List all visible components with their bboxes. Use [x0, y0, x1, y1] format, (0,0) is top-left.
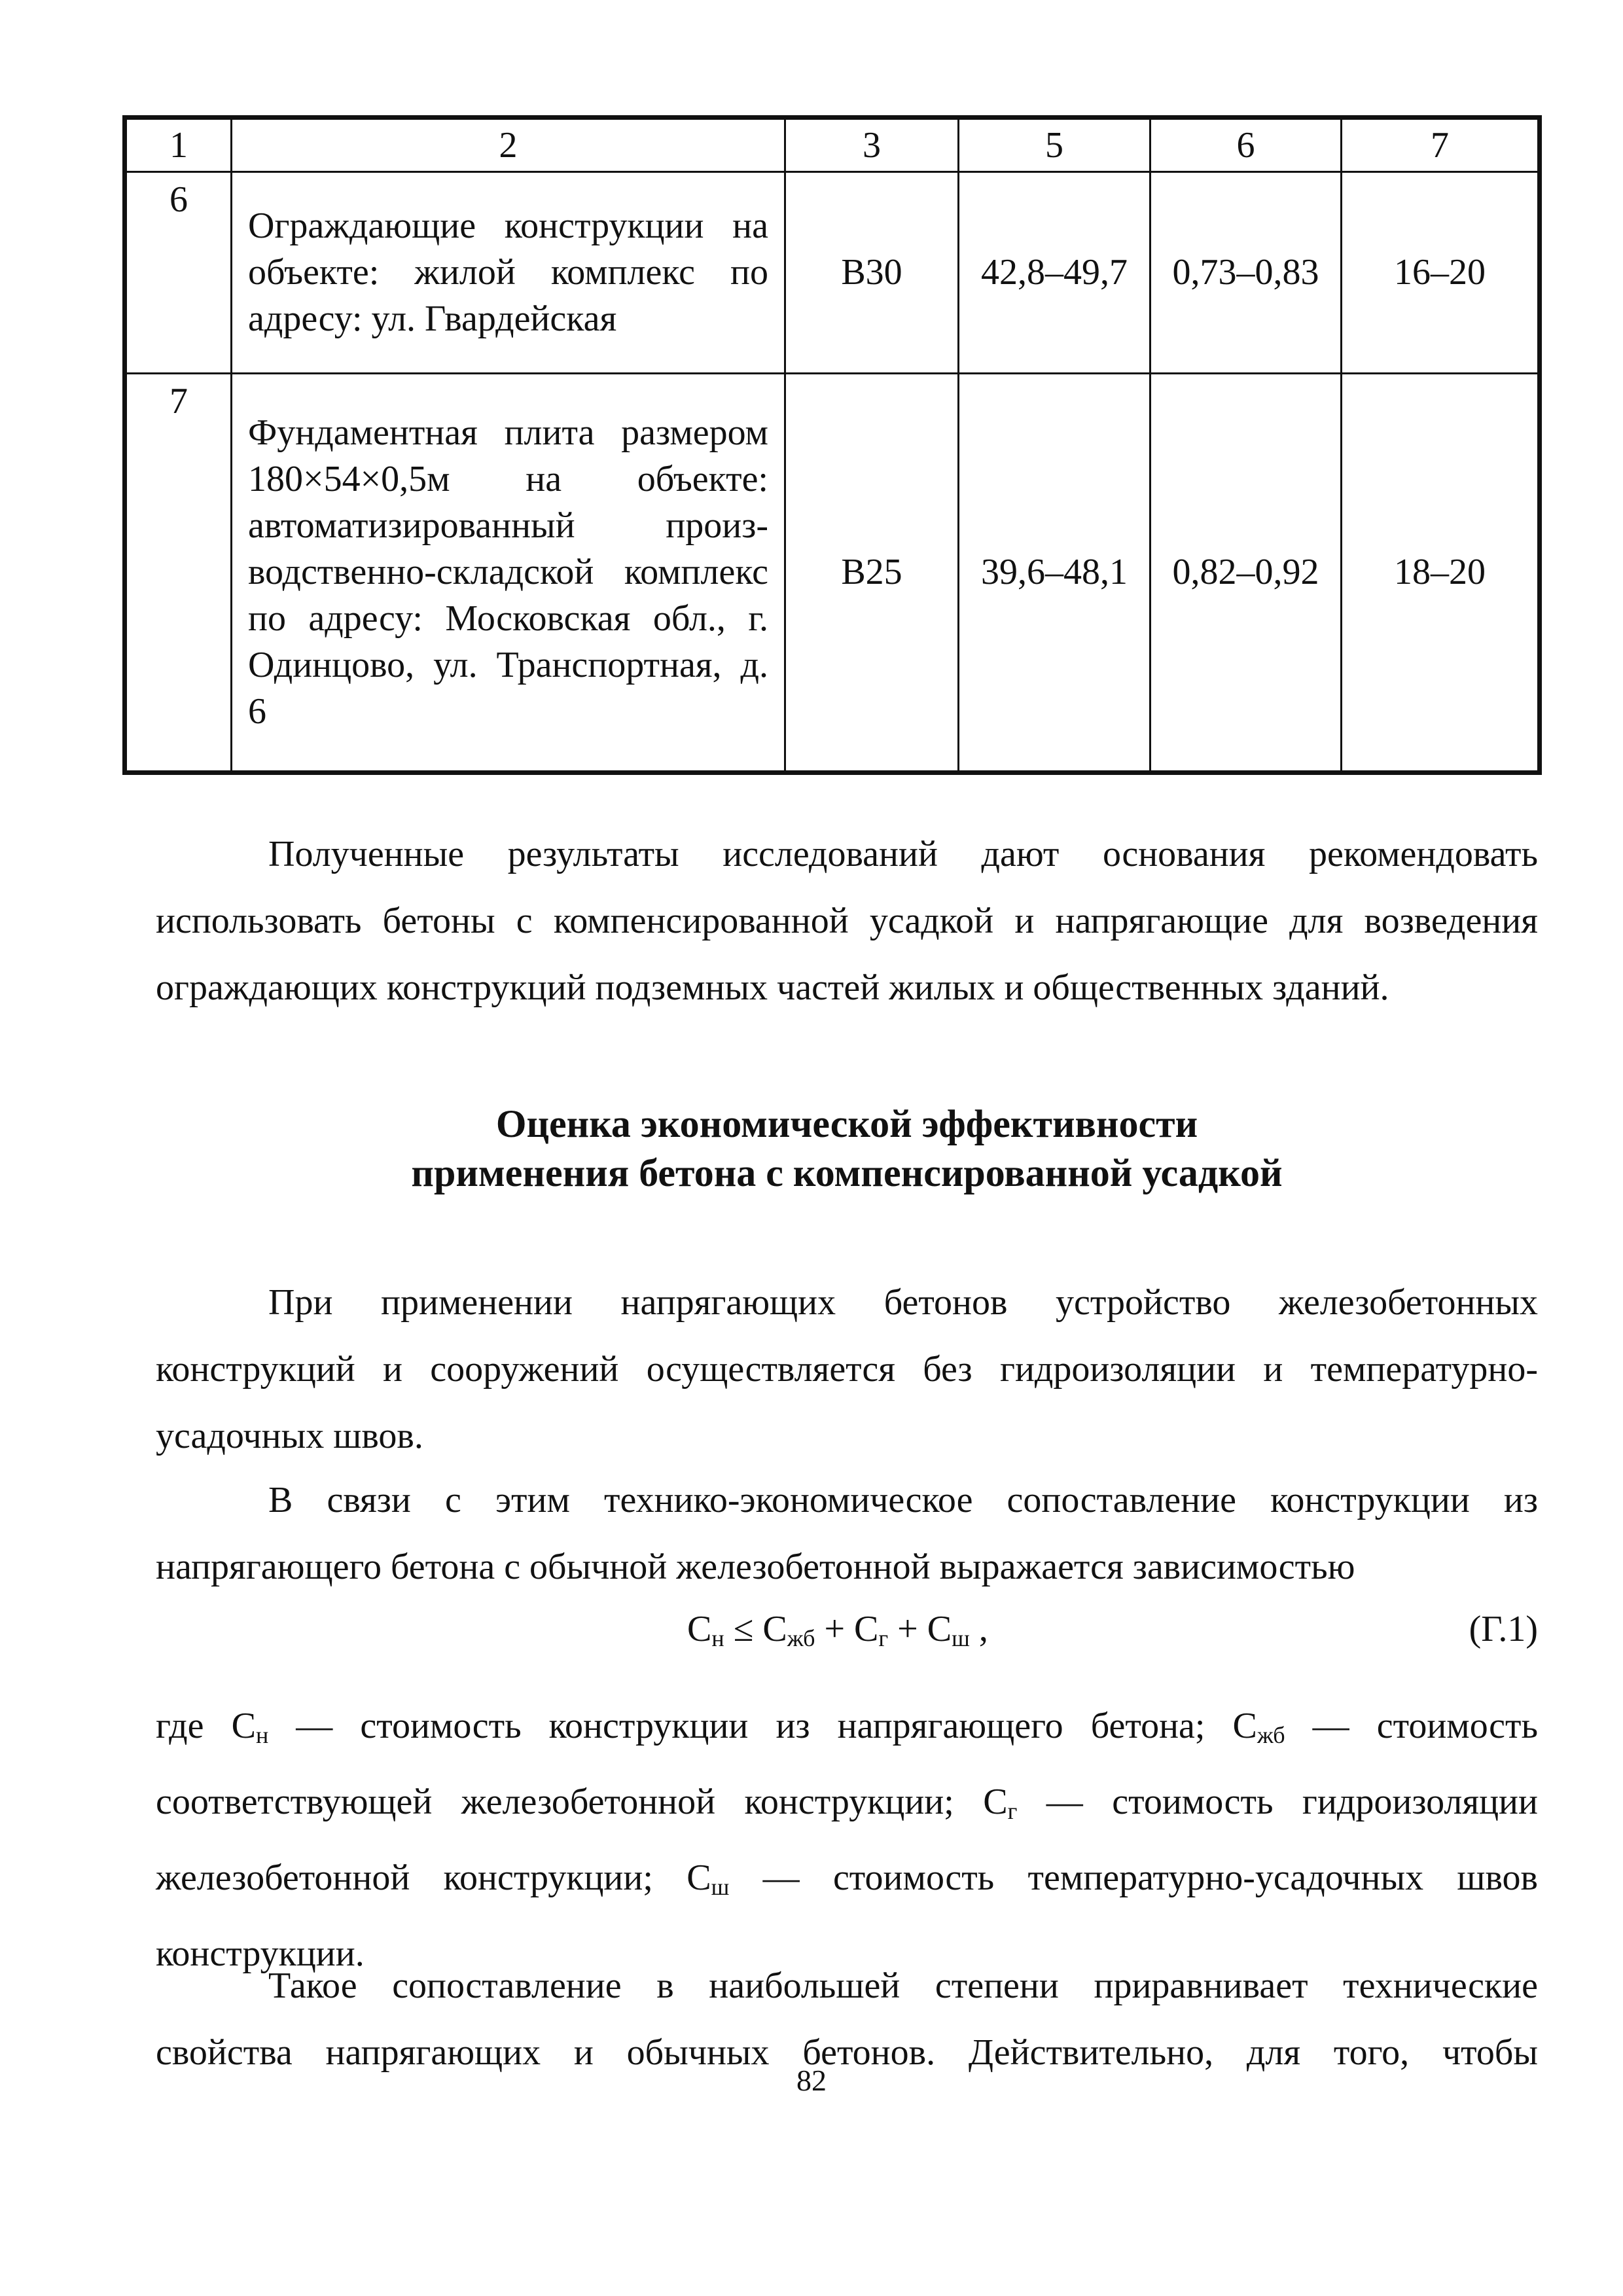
description-line: Ограждающие конструкции на: [248, 206, 768, 246]
formula: $С_н \le С_{жб} + С_г + С_ш$ ,: [687, 1609, 988, 1651]
text-line: Полученные результаты исследований дают основания рекомендовать: [268, 834, 1538, 874]
description-line: 180×54×0,5м на объекте:: [248, 459, 768, 499]
description-line: Фундаментная плита размером: [248, 412, 768, 453]
paragraph-application: [156, 1269, 1538, 1469]
table-row: [125, 172, 1540, 374]
text-line: Такое сопоставление в наибольшей степени приравнивает технические: [268, 1965, 1538, 2006]
paragraph-results: [156, 821, 1538, 1021]
description-line: по адресу: Московская обл., г.: [248, 598, 768, 639]
text-line: В связи с этим технико-экономическое сопоставление конструкции из: [268, 1480, 1538, 1520]
data-table: [122, 115, 1542, 775]
value-range: 42,8–49,7: [959, 172, 1150, 374]
description-line: Одинцово, ул. Транспортная, д.: [248, 645, 768, 685]
row-number: 6: [125, 172, 232, 374]
text-line: конструкции.: [156, 1933, 365, 1974]
ratio-range: 0,73–0,83: [1150, 172, 1342, 374]
text-line: конструкций и сооружений осуществляется без гидроизоляции и температурно-: [156, 1349, 1538, 1390]
text-line: ограждающих конструкций подземных частей жилых и общественных зданий.: [156, 967, 1389, 1008]
description-line: объекте: жилой комплекс по: [248, 252, 768, 293]
paragraph-comparison: [156, 1467, 1538, 1600]
paragraph-definitions: [156, 1693, 1538, 1987]
header-cell-5: 5: [959, 118, 1150, 172]
last-column-value: 16–20: [1342, 172, 1540, 374]
text-line: соответствующей железобетонной конструкции; $С_г$ — стоимость гидроизоляции: [156, 1782, 1538, 1824]
row-description: [232, 172, 785, 374]
text-line: свойства напрягающих и обычных бетонов. Действительно, для того, чтобы: [156, 2032, 1538, 2073]
value-range: 39,6–48,1: [959, 374, 1150, 773]
table-header-row: [125, 118, 1540, 172]
table-row: [125, 374, 1540, 773]
text-line: где $С_н$ — стоимость конструкции из напрягающего бетона; $С_{жб}$ — стоимость: [156, 1706, 1538, 1748]
description-line: водственно-складской комплекс: [248, 552, 768, 592]
text-line: железобетонной конструкции; $С_ш$ — стоимость температурно-усадочных швов: [156, 1857, 1538, 1900]
text-line: При применении напрягающих бетонов устройство железобетонных: [268, 1282, 1538, 1323]
concrete-class: В30: [785, 172, 959, 374]
description-line: автоматизированный произ-: [248, 505, 768, 546]
text-line: использовать бетоны с компенсированной усадкой и напрягающие для возведения: [156, 901, 1538, 941]
concrete-class: В25: [785, 374, 959, 773]
section-heading: [156, 1100, 1538, 1198]
page-number: 82: [796, 2064, 827, 2097]
header-cell-1: 1: [125, 118, 232, 172]
heading-line: Оценка экономической эффективности: [495, 1102, 1198, 1145]
last-column-value: 18–20: [1342, 374, 1540, 773]
text-line: усадочных швов.: [156, 1416, 423, 1456]
row-description: [232, 374, 785, 773]
header-cell-7: 7: [1342, 118, 1540, 172]
description-line: адресу: ул. Гвардейская: [248, 298, 617, 339]
row-number: 7: [125, 374, 232, 773]
heading-line: применения бетона с компенсированной усадкой: [411, 1151, 1283, 1194]
description-line: 6: [248, 691, 266, 732]
equation-number: (Г.1): [1469, 1609, 1538, 1649]
header-cell-3: 3: [785, 118, 959, 172]
header-cell-2: 2: [232, 118, 785, 172]
ratio-range: 0,82–0,92: [1150, 374, 1342, 773]
header-cell-6: 6: [1150, 118, 1342, 172]
text-line: напрягающего бетона с обычной железобетонной выражается зависимостью: [156, 1547, 1355, 1587]
